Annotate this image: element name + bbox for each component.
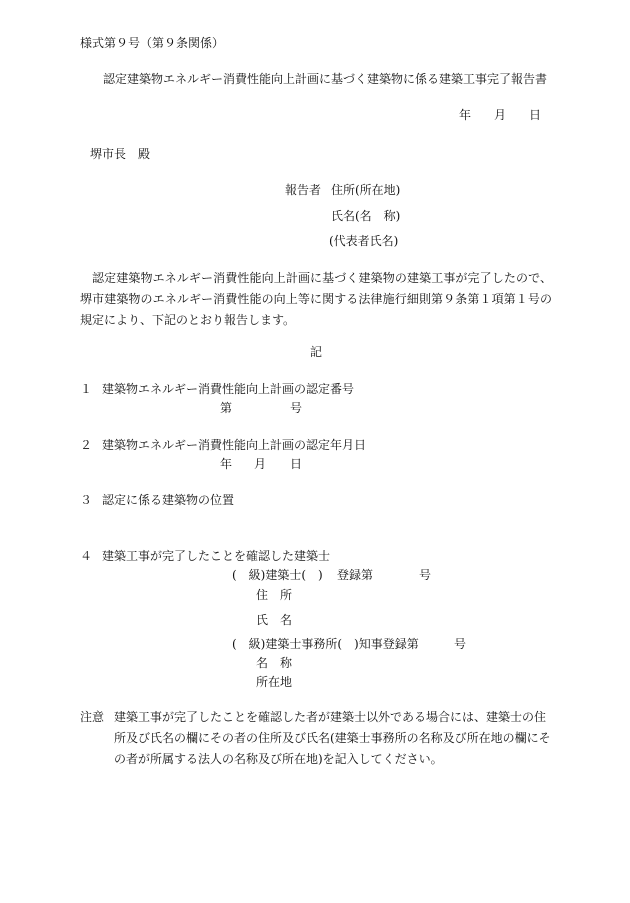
reporter-address-label: 住所(所在地)	[331, 183, 401, 197]
item-2-label: 建築物エネルギー消費性能向上計画の認定年月日	[102, 438, 367, 452]
item-1-label: 建築物エネルギー消費性能向上計画の認定番号	[102, 382, 355, 396]
office-registration-go: 号	[454, 637, 467, 651]
form-number: 様式第９号（第９条関係）	[80, 36, 225, 50]
architect-name-label: 氏 名	[256, 613, 293, 627]
item-2-day: 日	[290, 457, 303, 471]
item-1-number: １	[80, 382, 93, 396]
date-day: 日	[529, 108, 542, 122]
architect-class-line: ( 級)建築士( )	[232, 568, 323, 582]
note-block	[80, 707, 552, 770]
office-location-label: 所在地	[256, 675, 293, 689]
note-head: 注意	[80, 710, 105, 724]
item-2-year: 年	[220, 457, 233, 471]
body-paragraph: 認定建築物エネルギー消費性能向上計画に基づく建築物の建築工事が完了したので、堺市建築物のエネルギー消費性能の向上等に関する法律施行細則第９条第１項第１号の規定により、下記のとおり報告します。	[80, 271, 552, 327]
office-name-label: 名 称	[256, 656, 293, 670]
reporter-name-label: 氏名(名 称)	[331, 209, 401, 223]
item-1-dai: 第	[220, 401, 233, 415]
ki-heading: 記	[310, 345, 323, 359]
item-2-number: ２	[80, 438, 93, 452]
note-text: 建築工事が完了したことを確認した者が建築士以外である場合には、建築士の住所及び氏名の欄にその者の住所及び氏名(建築士事務所の名称及び所在地の欄にその者が所属する法人の名称及び所在地)を記入してください。	[114, 710, 551, 766]
item-1-go: 号	[290, 401, 303, 415]
item-4-label: 建築工事が完了したことを確認した建築士	[102, 549, 331, 563]
document-title: 認定建築物エネルギー消費性能向上計画に基づく建築物に係る建築工事完了報告書	[103, 72, 548, 86]
reporter-label: 報告者	[285, 183, 322, 197]
office-class-line: ( 級)建築士事務所( )知事登録第	[232, 637, 419, 651]
architect-address-label: 住 所	[256, 588, 293, 602]
architect-registration-go: 号	[419, 568, 432, 582]
item-2-month: 月	[254, 457, 267, 471]
addressee: 堺市長 殿	[90, 147, 151, 161]
item-3-label: 認定に係る建築物の位置	[102, 493, 235, 507]
reporter-representative-label: (代表者氏名)	[329, 234, 399, 248]
date-month: 月	[494, 108, 507, 122]
item-4-number: ４	[80, 549, 93, 563]
item-3-number: ３	[80, 493, 93, 507]
architect-registration-label: 登録第	[337, 568, 374, 582]
date-year: 年	[459, 108, 472, 122]
